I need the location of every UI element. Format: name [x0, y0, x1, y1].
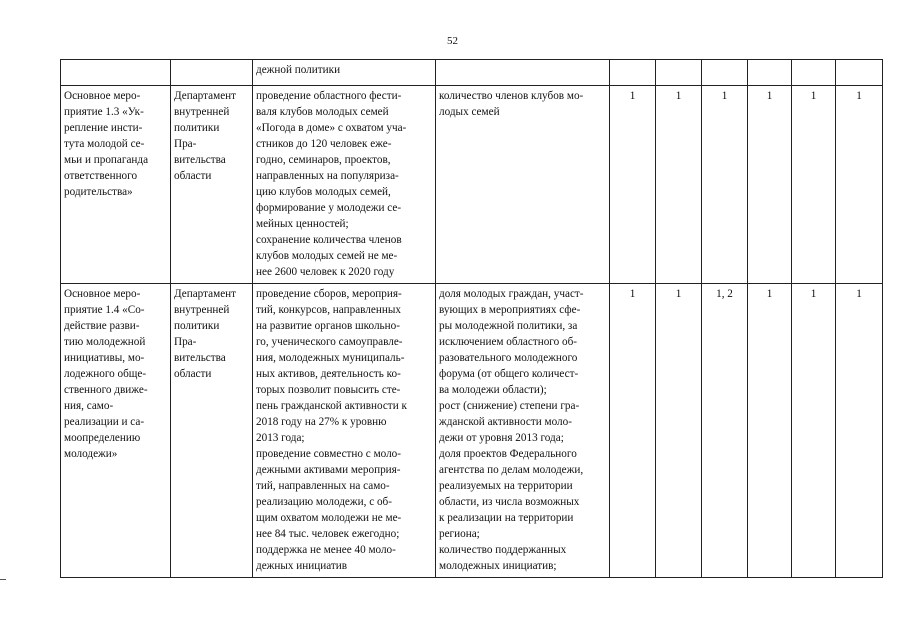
cell-line: проведение областного фести-	[256, 90, 402, 102]
value-cell: 1	[792, 86, 836, 284]
cell-line: родительства»	[64, 186, 133, 198]
value-cell: 1	[748, 284, 792, 578]
cell-line: мьи и пропаганда	[64, 154, 149, 166]
activities-cell	[253, 284, 436, 578]
cell-line: валя клубов молодых семей	[256, 106, 389, 118]
cell-line: репление инсти-	[64, 122, 143, 134]
indicators-cell	[436, 284, 610, 578]
cell-line: приятие 1.4 «Со-	[64, 304, 145, 316]
cell-line: нее 2600 человек к 2020 году	[256, 266, 395, 278]
cell-line: разовательного молодежного	[439, 352, 578, 364]
program-table	[60, 59, 883, 578]
cell-line: ния, само-	[64, 400, 114, 412]
cell-line: агентства по делам молодежи,	[439, 464, 584, 476]
cell-line: на развитие органов школьно-	[256, 320, 400, 332]
cell-line: Департамент	[174, 288, 237, 300]
cell-line: торых позволит повысить сте-	[256, 384, 401, 396]
cell-line: количество членов клубов мо-	[439, 90, 584, 102]
cell-line: сохранение количества членов	[256, 234, 402, 246]
value-cell: 1	[610, 284, 656, 578]
cell-line: го, ученического самоуправле-	[256, 336, 403, 348]
cell-line: направленных на популяриза-	[256, 170, 399, 182]
cell-line: доля молодых граждан, участ-	[439, 288, 584, 300]
cell-line: дежной политики	[256, 64, 341, 76]
cell-line: моопределению	[64, 432, 141, 444]
measure-name-cell	[61, 86, 171, 284]
cell-line: форума (от общего количест-	[439, 368, 579, 380]
cell-line: клубов молодых семей не ме-	[256, 250, 398, 262]
cell-line: формирование у молодежи се-	[256, 202, 402, 214]
cell-line: лодежного обще-	[64, 368, 147, 380]
value-cell	[748, 60, 792, 86]
cell-line: 2013 года;	[256, 432, 305, 444]
executor-cell	[171, 86, 253, 284]
table-row	[61, 284, 883, 578]
margin-mark	[0, 579, 6, 580]
cell-line: лодых семей	[439, 106, 500, 118]
cell-line: приятие 1.3 «Ук-	[64, 106, 144, 118]
cell-line: тию молодежной	[64, 336, 146, 348]
cell-line: проведение сборов, мероприя-	[256, 288, 402, 300]
value-cell	[702, 60, 748, 86]
cell-line: ственного движе-	[64, 384, 148, 396]
executor-cell	[171, 60, 253, 86]
cell-line: вительства	[174, 352, 226, 364]
value-cell: 1	[656, 86, 702, 284]
cell-line: тута молодой се-	[64, 138, 145, 150]
cell-line: вующих в мероприятиях сфе-	[439, 304, 581, 316]
cell-line: области	[174, 368, 212, 380]
value-cell	[836, 60, 883, 86]
executor-cell	[171, 284, 253, 578]
cell-line: стников до 120 человек еже-	[256, 138, 392, 150]
cell-line: проведение совместно с моло-	[256, 448, 402, 460]
cell-line: ных активов, деятельность ко-	[256, 368, 401, 380]
cell-line: внутренней	[174, 106, 230, 118]
measure-name-cell	[61, 284, 171, 578]
cell-line: доля проектов Федерального	[439, 448, 577, 460]
cell-line: дежными активами мероприя-	[256, 464, 401, 476]
cell-line: вительства	[174, 154, 226, 166]
cell-line: тий, направленных на само-	[256, 480, 390, 492]
indicators-cell	[436, 86, 610, 284]
cell-line: пень гражданской активности к	[256, 400, 407, 412]
measure-cell	[61, 60, 171, 86]
cell-line: дежных инициатив	[256, 560, 348, 572]
cell-line: к реализации на территории	[439, 512, 574, 524]
cell-line: реализацию молодежи, с об-	[256, 496, 392, 508]
cell-line: региона;	[439, 528, 480, 540]
cell-line: 2018 году на 27% к уровню	[256, 416, 387, 428]
value-cell: 1	[610, 86, 656, 284]
cell-line: политики	[174, 122, 220, 134]
cell-line: цию клубов молодых семей,	[256, 186, 391, 198]
activities-cell	[253, 60, 436, 86]
value-cell: 1	[702, 86, 748, 284]
page-number: 52	[447, 35, 458, 47]
cell-line: политики	[174, 320, 220, 332]
cell-line: внутренней	[174, 304, 230, 316]
continuation-row	[61, 60, 883, 86]
value-cell	[792, 60, 836, 86]
cell-line: жданской активности моло-	[439, 416, 572, 428]
cell-line: Пра-	[174, 138, 197, 150]
cell-line: годно, семинаров, проектов,	[256, 154, 391, 166]
cell-line: «Погода в доме» с охватом уча-	[256, 122, 407, 134]
value-cell: 1	[792, 284, 836, 578]
cell-line: Основное меро-	[64, 90, 141, 102]
cell-line: ры молодежной политики, за	[439, 320, 578, 332]
cell-line: ответственного	[64, 170, 138, 182]
cell-line: поддержка не менее 40 моло-	[256, 544, 396, 556]
cell-line: нее 84 тыс. человек ежегодно;	[256, 528, 400, 540]
cell-line: действие разви-	[64, 320, 140, 332]
activities-cell	[253, 86, 436, 284]
cell-line: реализуемых на территории	[439, 480, 573, 492]
table-row	[61, 86, 883, 284]
value-cell	[656, 60, 702, 86]
cell-line: молодежи»	[64, 448, 118, 460]
cell-line: Пра-	[174, 336, 197, 348]
cell-line: дежи от уровня 2013 года;	[439, 432, 564, 444]
cell-line: рост (снижение) степени гра-	[439, 400, 580, 412]
cell-line: ния, молодежных муниципаль-	[256, 352, 405, 364]
value-cell	[610, 60, 656, 86]
value-cell: 1, 2	[702, 284, 748, 578]
cell-line: мейных ценностей;	[256, 218, 349, 230]
cell-line: Основное меро-	[64, 288, 141, 300]
value-cell: 1	[836, 284, 883, 578]
cell-line: тий, конкурсов, направленных	[256, 304, 401, 316]
value-cell: 1	[836, 86, 883, 284]
indicators-cell	[436, 60, 610, 86]
cell-line: исключением областного об-	[439, 336, 578, 348]
cell-line: области	[174, 170, 212, 182]
cell-line: щим охватом молодежи не ме-	[256, 512, 402, 524]
cell-line: Департамент	[174, 90, 237, 102]
cell-line: молодежных инициатив;	[439, 560, 557, 572]
value-cell: 1	[656, 284, 702, 578]
cell-line: количество поддержанных	[439, 544, 567, 556]
cell-line: области, из числа возможных	[439, 496, 580, 508]
value-cell: 1	[748, 86, 792, 284]
cell-line: инициативы, мо-	[64, 352, 145, 364]
cell-line: реализации и са-	[64, 416, 145, 428]
cell-line: ва молодежи области);	[439, 384, 547, 396]
